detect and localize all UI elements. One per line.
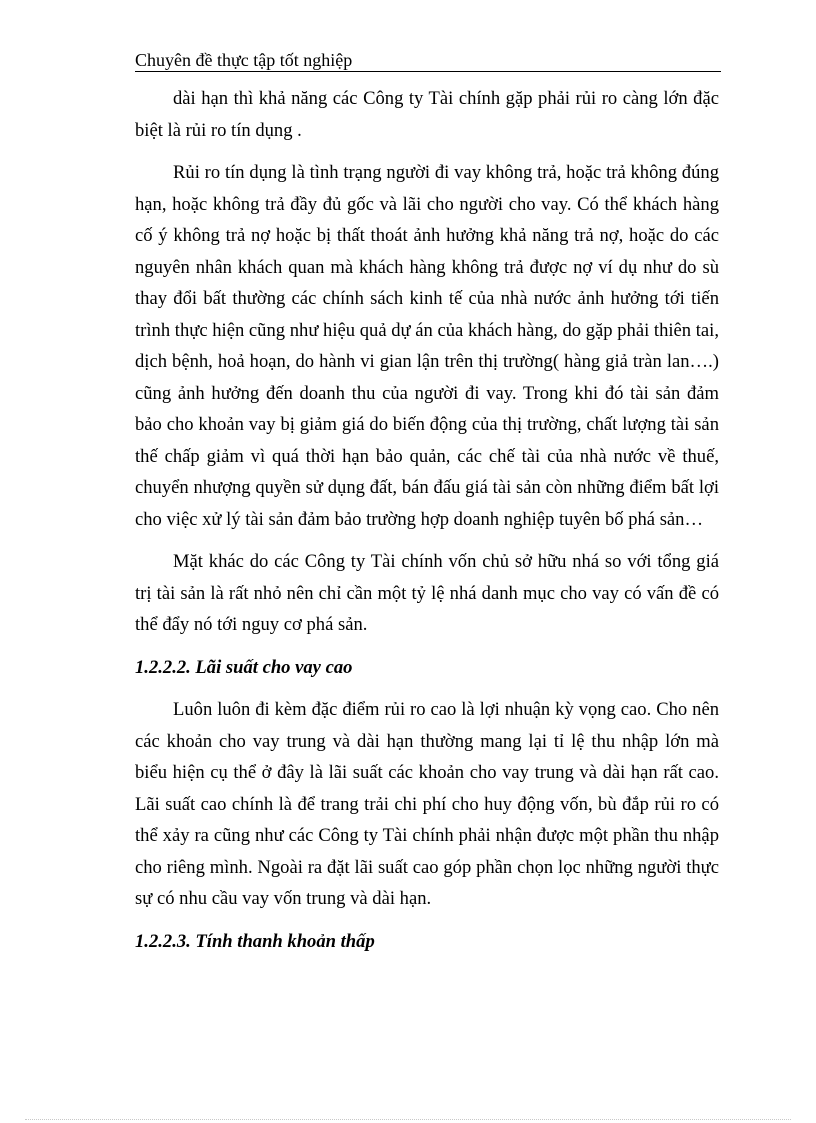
paragraph-equity-ratio: Mặt khác do các Công ty Tài chính vốn chủ sở hữu nhá so với tổng giá trị tài sản là rất nhỏ nên chỉ cần một tỷ lệ nhá danh mục cho vay có vấn đề có thể đẩy nó tới nguy cơ phá sản.	[135, 551, 719, 635]
section-heading-liquidity: 1.2.2.3. Tính thanh khoản thấp	[135, 930, 375, 952]
header-title: Chuyên đề thực tập tốt nghiệp	[135, 50, 353, 70]
page-bottom-divider	[25, 1119, 791, 1120]
page-header	[135, 49, 721, 72]
paragraph-credit-risk: Rủi ro tín dụng là tình trạng người đi vay không trả, hoặc trả không đúng hạn, hoặc không trả đầy đủ gốc và lãi cho người cho vay. Có thể khách hàng cố ý không trả nợ hoặc bị thất thoát ảnh hưởng khả năng trả nợ, hoặc do các nguyên nhân khách quan mà khách hàng không trả được nợ ví dụ như do sù thay đổi bất thường các chính sách kinh tế của nhà nước ảnh hưởng tới tiến trình thực hiện cũng như hiệu quả dự án của khách hàng, do gặp phải thiên tai, dịch bệnh, hoả hoạn, do hành vi gian lận trên thị trường( hàng giả tràn lan….) cũng ảnh hưởng đến doanh thu của người đi vay. Trong khi đó tài sản đảm bảo cho khoản vay bị giảm giá do biến động của thị trường, chất lượng tài sản thế chấp giảm vì quá thời hạn bảo quản, các chế tài của nhà nước về thuế, chuyển nhượng quyền sử dụng đất, bán đấu giá tài sản còn những điểm bất lợi cho việc xử lý tài sản đảm bảo trường hợp doanh nghiệp tuyên bố phá sản…	[135, 162, 719, 530]
paragraph-interest-rate: Luôn luôn đi kèm đặc điểm rủi ro cao là lợi nhuận kỳ vọng cao. Cho nên các khoản cho vay trung và dài hạn thường mang lại tỉ lệ thu nhập lớn mà biểu hiện cụ thể ở đây là lãi suất các khoản cho vay trung và dài hạn rất cao. Lãi suất cao chính là để trang trải chi phí cho huy động vốn, bù đắp rủi ro có thể xảy ra cũng như các Công ty Tài chính phải nhận được một phần thu nhập cho riêng mình. Ngoài ra đặt lãi suất cao góp phần chọn lọc những người thực sự có nhu cầu vay vốn trung và dài hạn.	[135, 699, 719, 909]
paragraph-continuation: dài hạn thì khả năng các Công ty Tài chính gặp phải rủi ro càng lớn đặc biệt là rủi ro tín dụng .	[135, 88, 719, 141]
section-heading-interest-rate: 1.2.2.2. Lãi suất cho vay cao	[135, 656, 353, 678]
page-body	[135, 83, 719, 968]
